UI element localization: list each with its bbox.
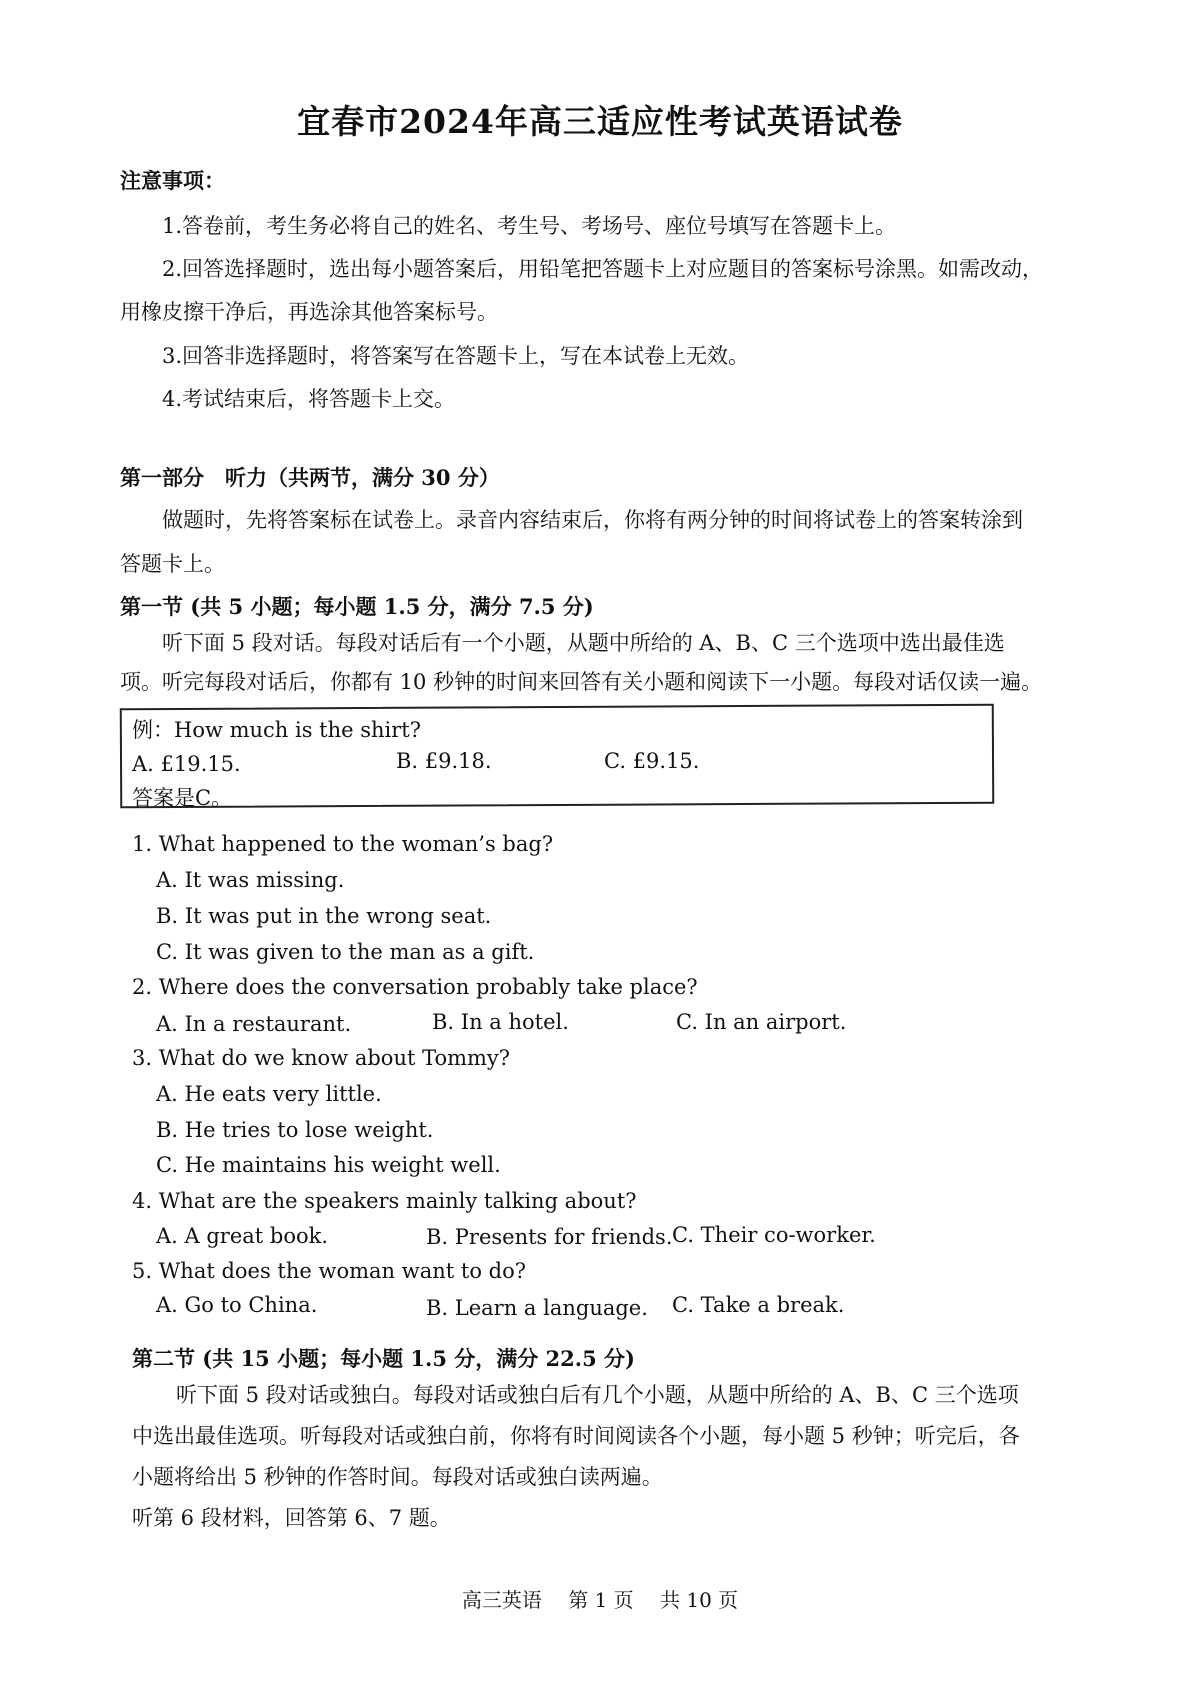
section1-intro-2: 项。听完每段对话后，你都有 10 秒钟的时间来回答有关小题和阅读下一小题。每段对话仅读一遍。 xyxy=(120,670,1043,694)
notice-item-2: 2.回答选择题时，选出每小题答案后，用铅笔把答题卡上对应题目的答案标号涂黑。如需改动， xyxy=(162,257,1044,281)
example-option-b: B. £9.18. xyxy=(396,749,492,773)
footer-page-number: 第 1 页 xyxy=(568,1588,634,1612)
section1-heading: 第一节 (共 5 小题；每小题 1.5 分，满分 7.5 分) xyxy=(120,594,594,619)
example-question: 例：How much is the shirt? xyxy=(132,718,421,742)
notice-heading: 注意事项： xyxy=(120,168,225,193)
question-5-option-b: B. Learn a language. xyxy=(426,1296,648,1320)
question-2-option-b: B. In a hotel. xyxy=(432,1010,569,1034)
question-3-option-b: B. He tries to lose weight. xyxy=(156,1118,434,1142)
example-option-c: C. £9.15. xyxy=(604,749,700,773)
notice-item-4: 4.考试结束后，将答题卡上交。 xyxy=(162,387,456,411)
question-5: 5. What does the woman want to do? xyxy=(132,1259,526,1283)
part1-intro-1: 做题时，先将答案标在试卷上。录音内容结束后，你将有两分钟的时间将试卷上的答案转涂到 xyxy=(162,508,1023,532)
part1-intro-2: 答题卡上。 xyxy=(120,552,225,576)
footer-total-pages: 共 10 页 xyxy=(660,1588,739,1612)
question-1: 1. What happened to the woman’s bag? xyxy=(132,832,554,856)
section2-intro-2: 中选出最佳选项。听每段对话或独白前，你将有时间阅读各个小题，每小题 5 秒钟；听完后，各 xyxy=(132,1424,1020,1448)
question-4-option-c: C. Their co-worker. xyxy=(672,1223,876,1247)
section2-intro-3: 小题将给出 5 秒钟的作答时间。每段对话或独白读两遍。 xyxy=(132,1465,663,1489)
page-footer xyxy=(0,1584,1200,1613)
notice-item-1: 1.答卷前，考生务必将自己的姓名、考生号、考场号、座位号填写在答题卡上。 xyxy=(162,214,897,238)
example-option-a: A. £19.15. xyxy=(132,752,241,776)
part1-heading: 第一部分 听力（共两节，满分 30 分） xyxy=(120,465,500,490)
notice-item-2-cont: 用橡皮擦干净后，再选涂其他答案标号。 xyxy=(120,300,498,324)
notice-item-3: 3.回答非选择题时，将答案写在答题卡上，写在本试卷上无效。 xyxy=(162,344,750,368)
question-4-option-a: A. A great book. xyxy=(156,1224,329,1248)
question-3: 3. What do we know about Tommy? xyxy=(132,1046,511,1070)
question-2-option-c: C. In an airport. xyxy=(676,1010,847,1034)
section1-intro-1: 听下面 5 段对话。每段对话后有一个小题，从题中所给的 A、B、C 三个选项中选出最佳选 xyxy=(162,631,1005,655)
question-2: 2. Where does the conversation probably take place? xyxy=(132,975,698,999)
example-answer: 答案是C。 xyxy=(132,786,233,810)
section2-heading: 第二节 (共 15 小题；每小题 1.5 分，满分 22.5 分) xyxy=(132,1346,635,1371)
question-4: 4. What are the speakers mainly talking about? xyxy=(132,1189,637,1213)
question-2-option-a: A. In a restaurant. xyxy=(156,1012,352,1036)
question-5-option-c: C. Take a break. xyxy=(672,1293,845,1317)
question-1-option-a: A. It was missing. xyxy=(156,868,345,892)
footer-subject: 高三英语 xyxy=(461,1588,542,1612)
question-1-option-b: B. It was put in the wrong seat. xyxy=(156,904,492,928)
question-4-option-b: B. Presents for friends. xyxy=(426,1225,673,1249)
question-3-option-a: A. He eats very little. xyxy=(156,1082,382,1106)
section2-intro-1: 听下面 5 段对话或独白。每段对话或独白后有几个小题，从题中所给的 A、B、C 三个选项 xyxy=(176,1383,1019,1407)
section2-material: 听第 6 段材料，回答第 6、7 题。 xyxy=(132,1506,451,1530)
question-5-option-a: A. Go to China. xyxy=(156,1293,318,1317)
question-3-option-c: C. He maintains his weight well. xyxy=(156,1153,501,1177)
page-title: 宜春市2024年高三适应性考试英语试卷 xyxy=(297,102,903,141)
question-1-option-c: C. It was given to the man as a gift. xyxy=(156,940,535,964)
